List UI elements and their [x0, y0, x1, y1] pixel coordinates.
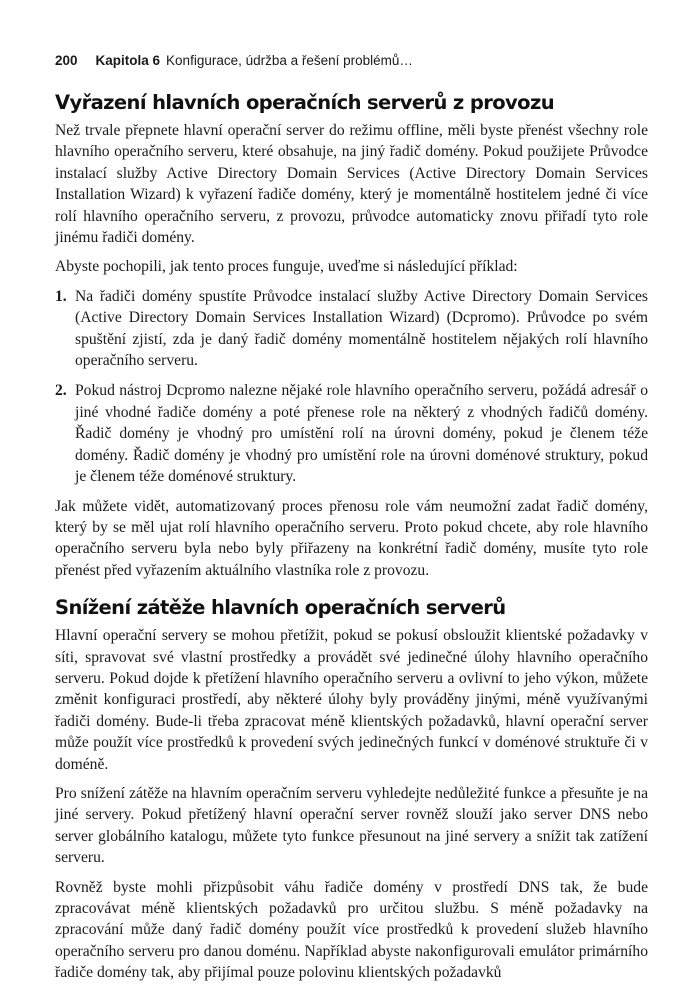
section-heading-reduce-load: Snížení zátěže hlavních operačních serverů — [55, 596, 506, 620]
list-item-text: Na řadiči domény spustíte Průvodce instalací služby Active Directory Domain Services (Active Directory Domain Services Installation Wizard) (Dcpromo). Průvodce po svém spuštění zjistí, zda je daný řadič domény momentálně hostitelem nějakých rolí hlavního operačního serveru. — [75, 287, 648, 370]
list-item — [55, 286, 648, 372]
page-number: 200 — [55, 53, 78, 68]
numbered-list — [55, 286, 648, 488]
paragraph-intro: Než trvale přepnete hlavní operační server do režimu offline, měli byste přenést všechny role hlavního operačního serveru, které obsahuje, na jiný řadič domény. Pokud použijete Průvodce instalací služby Active Directory Domain Services (Active Directory Domain Services Installation Wizard) k vyřazení řadiče domény, který je momentálně hostitelem jedné či více rolí hlavního operačního serveru, z provozu, průvodce automaticky znovu přiřadí tyto role jinému řadiči domény. — [55, 122, 648, 247]
chapter-label: Kapitola 6 — [95, 53, 161, 68]
list-number: 1. — [55, 287, 67, 305]
paragraph: Rovněž byste mohli přizpůsobit váhu řadiče domény v prostředí DNS tak, že bude zpracovávat méně klientských požadavků pro určitou službu. S méně požadavky na zpracování může daný řadič domény použít více prostředků k provedení služeb hlavního operačního serveru pro danou doménu. Například abyste nakonfigurovali emulátor primárního řadiče domény tak, aby přijímal pouze polovinu klientských požadavků — [55, 878, 648, 982]
paragraph: Pro snížení zátěže na hlavním operačním serveru vyhledejte nedůležité funkce a přesuňte je na jiné servery. Pokud přetížený hlavní operační server rovněž slouží jako server DNS nebo server globálního katalogu, můžete tyto funkce přesunout na jiné servery a snížit tak zatížení serveru. — [55, 784, 648, 867]
paragraph-lead: Abyste pochopili, jak tento proces funguje, uveďme si následující příklad: — [55, 258, 518, 276]
list-item — [55, 380, 648, 487]
running-header — [55, 52, 648, 70]
list-item-text: Pokud nástroj Dcpromo nalezne nějaké role hlavního operačního serveru, požádá adresář o jiné vhodné řadiče domény a poté přenese role na některý z vhodných řadičů domény. Řadič domény je vhodný pro umístění rolí na úrovni domény, pokud je členem téže domény. Řadič domény je vhodný pro umístění role na úrovni doménové struktury, pokud je členem téže doménové struktury. — [75, 382, 648, 486]
book-page — [55, 52, 648, 984]
chapter-title: Konfigurace, údržba a řešení problémů… — [166, 53, 413, 68]
paragraph-closing: Jak můžete vidět, automatizovaný proces přenosu role vám neumožní zadat řadič domény, který by se měl ujat rolí hlavního operačního serveru. Proto pokud chcete, aby role hlavního operačního serveru byla nebo byly přiřazeny na konkrétní řadič domény, musíte tyto role přenést před vyřazením aktuálního vlastníka role z provozu. — [55, 497, 648, 579]
section-heading-decommission: Vyřazení hlavních operačních serverů z provozu — [55, 91, 554, 114]
paragraph: Hlavní operační servery se mohou přetížit, pokud se pokusí obsloužit klientské požadavky v síti, spravovat své vlastní prostředky a provádět své jedinečné úlohy hlavního operačního serveru. Pokud dojde k přetížení hlavního operačního serveru a ovlivní to jeho výkon, můžete změnit konfiguraci prostředí, aby některé úlohy byly prováděny jinými, méně využívanými řadiči domény. Bude-li třeba zpracovat méně klientských požadavků, hlavní operační server může použít více prostředků k provedení svých jedinečných funkcí v doménové struktuře či v doméně. — [55, 627, 648, 773]
list-number: 2. — [55, 382, 67, 400]
